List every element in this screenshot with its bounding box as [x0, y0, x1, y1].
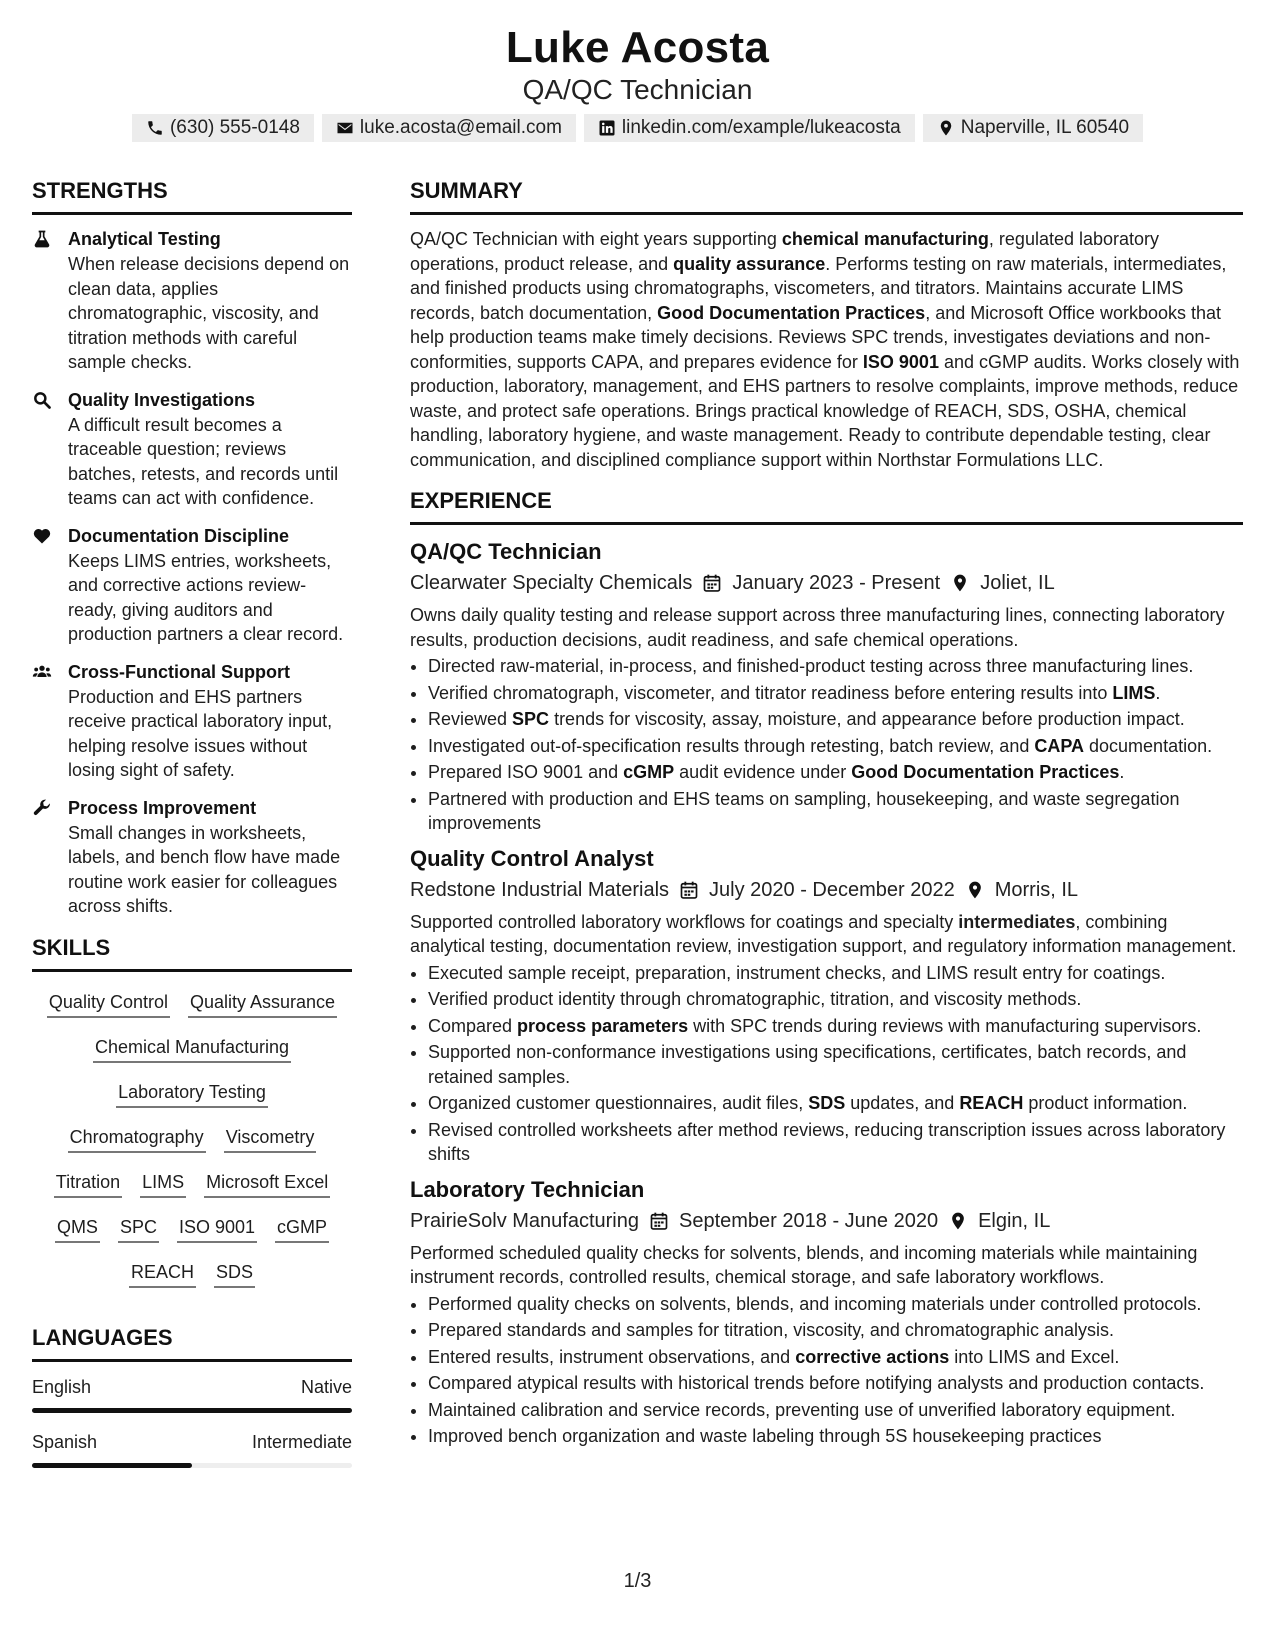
strength-title: Analytical Testing	[68, 229, 221, 249]
strength-desc: Keeps LIMS entries, worksheets, and corrective actions review-ready, giving auditors and production partners a clear record.	[68, 550, 344, 644]
job-bullet	[428, 1318, 1243, 1343]
job-bullet	[428, 654, 1243, 679]
strength-title: Documentation Discipline	[68, 525, 290, 546]
strength-desc: A difficult result becomes a traceable question; reviews batches, retests, and records until teams can act with confidence.	[68, 414, 339, 508]
phone-icon	[146, 119, 164, 137]
text-run: documentation.	[1084, 735, 1213, 756]
skill-tag: Quality Assurance	[188, 990, 337, 1018]
text-run: with SPC trends during reviews with manufacturing supervisors.	[688, 1015, 1202, 1036]
job-bullet	[428, 760, 1243, 785]
job-dates: September 2018 - June 2020	[679, 1209, 939, 1232]
languages-list	[32, 1374, 352, 1468]
language-level-fill	[32, 1463, 192, 1468]
skill-tag: Chemical Manufacturing	[93, 1035, 291, 1063]
text-run: trends for viscosity, assay, moisture, and appearance before production impact.	[549, 709, 1185, 729]
job-bullet	[428, 961, 1243, 986]
text-run: Partnered with production and EHS teams on sampling, housekeeping, and waste segregation improvements	[428, 788, 1180, 833]
contact-text: Naperville, IL 60540	[960, 117, 1130, 138]
users-icon	[32, 660, 56, 783]
bold-phrase: Good Documentation Practices	[657, 302, 926, 323]
contact-text: (630) 555-0148	[169, 117, 300, 138]
skills-row	[32, 1209, 352, 1254]
job-title: Quality Control Analyst	[410, 845, 654, 871]
skill-tag: Titration	[54, 1170, 122, 1198]
job-bullet	[428, 787, 1243, 836]
summary-heading: SUMMARY	[410, 176, 1243, 215]
text-run: Prepared standards and samples for titration, viscosity, and chromatographic analysis.	[428, 1320, 1115, 1340]
skills-row	[32, 1254, 352, 1299]
bold-phrase: LIMS	[1112, 682, 1156, 703]
text-run: and cGMP audits. Works closely with production, laboratory, management, and EHS partners to resolve complaints, improve methods, reduce waste, and protect safe operations. Brings practical knowledge of REACH, SDS, OSHA, chemical handling, laboratory hygiene, and waste management. Ready to contribute dependable testing, clear communication, and disciplined compliance support within Northstar Formulations LLC.	[410, 351, 1240, 470]
experience-list	[410, 537, 1243, 1449]
job-description	[410, 910, 1243, 959]
bold-phrase: SPC	[512, 709, 550, 729]
skill-tag: LIMS	[140, 1170, 186, 1198]
candidate-title: QA/QC Technician	[522, 74, 753, 105]
job-bullet	[428, 734, 1243, 759]
language-level-fill	[32, 1408, 352, 1413]
job-meta	[410, 567, 1243, 599]
strength-title: Process Improvement	[68, 797, 257, 818]
skills-row	[32, 1074, 352, 1119]
skill-tag: cGMP	[275, 1215, 329, 1243]
calendar-icon	[679, 880, 699, 900]
job-bullet	[428, 1398, 1243, 1423]
text-run: Investigated out-of-specification results through retesting, batch review, and	[428, 735, 1035, 756]
contact-text: luke.acosta@email.com	[359, 117, 562, 138]
heart-icon	[32, 524, 56, 647]
text-run: Organized customer questionnaires, audit files,	[428, 1093, 809, 1113]
text-run: Improved bench organization and waste labeling through 5S housekeeping practices	[428, 1426, 1102, 1446]
strength-item	[32, 388, 352, 511]
envelope-icon	[336, 119, 354, 137]
text-run: Revised controlled worksheets after method reviews, reducing transcription issues across laboratory shifts	[428, 1119, 1226, 1164]
left-column	[32, 176, 352, 1484]
text-run: Verified chromatograph, viscometer, and titrator readiness before entering results into	[428, 682, 1113, 703]
text-run: .	[1119, 762, 1125, 782]
job-entry	[410, 844, 1243, 1167]
skills-row	[32, 1119, 352, 1164]
job-bullet	[428, 1371, 1243, 1396]
job-bullet	[428, 1040, 1243, 1089]
strength-item	[32, 227, 352, 375]
contact-text: linkedin.com/example/lukeacosta	[621, 117, 901, 138]
text-run: , regulated laboratory operations, product release, and	[410, 229, 1160, 274]
bold-phrase: SDS	[808, 1093, 846, 1113]
bold-phrase: ISO 9001	[862, 351, 939, 372]
job-bullet	[428, 1014, 1243, 1039]
skills-list	[32, 984, 352, 1299]
language-item	[32, 1374, 352, 1413]
bold-phrase: REACH	[959, 1093, 1024, 1113]
skills-heading: SKILLS	[32, 933, 352, 972]
job-title: QA/QC Technician	[410, 539, 602, 564]
language-level-bar	[32, 1463, 352, 1468]
strengths-heading: STRENGTHS	[32, 176, 352, 215]
bold-phrase: CAPA	[1034, 735, 1085, 756]
page-number: 1/3	[623, 1570, 652, 1592]
job-dates: July 2020 - December 2022	[709, 878, 955, 901]
text-run: into LIMS and Excel.	[949, 1346, 1120, 1367]
text-run: Verified product identity through chromatographic, titration, and viscosity methods.	[428, 989, 1082, 1009]
text-run: . Performs testing on raw materials, intermediates, and finished products using chromatographs, viscometers, and titrators. Maintains accurate LIMS records, batch documentation,	[410, 253, 1227, 323]
text-run: Supported non-conformance investigations using specifications, certificates, batch records, and retained samples.	[428, 1042, 1187, 1087]
job-title: Laboratory Technician	[410, 1176, 645, 1202]
job-location: Elgin, IL	[978, 1209, 1051, 1232]
job-bullet	[428, 707, 1243, 732]
contact-chip[interactable]	[584, 114, 915, 142]
map-pin-icon	[948, 1211, 968, 1231]
company-name: Clearwater Specialty Chemicals	[410, 572, 693, 594]
text-run: Maintained calibration and service records, preventing use of unverified laboratory equipment.	[428, 1399, 1176, 1420]
job-bullet	[428, 987, 1243, 1012]
linkedin-icon	[598, 119, 616, 137]
text-run: .	[1155, 682, 1161, 703]
skill-tag: Laboratory Testing	[116, 1080, 268, 1108]
strength-title: Cross-Functional Support	[68, 661, 290, 682]
job-bullet	[428, 1292, 1243, 1317]
text-run: updates, and	[845, 1093, 960, 1113]
skill-tag: SPC	[118, 1215, 159, 1243]
calendar-icon	[649, 1211, 669, 1231]
job-bullet	[428, 1424, 1243, 1449]
language-name: English	[32, 1376, 92, 1397]
skill-tag: Quality Control	[47, 990, 170, 1018]
job-description: Performed scheduled quality checks for solvents, blends, and incoming materials while maintaining instrument records, controlled results, chemical storage, and safe laboratory workflows.	[410, 1242, 1198, 1287]
bold-phrase: intermediates	[958, 911, 1076, 932]
skill-tag: ISO 9001	[177, 1215, 257, 1243]
contact-chip[interactable]	[322, 114, 576, 142]
text-run: , combining analytical testing, documentation review, investigation support, and regulatory information management.	[410, 911, 1237, 956]
text-run: Performed quality checks on solvents, blends, and incoming materials under controlled protocols.	[428, 1293, 1202, 1314]
map-pin-icon	[965, 880, 985, 900]
language-level: Native	[300, 1376, 352, 1397]
text-run: Supported controlled laboratory workflows for coatings and specialty	[410, 911, 959, 932]
job-meta	[410, 1205, 1243, 1237]
skill-tag: Microsoft Excel	[204, 1170, 330, 1198]
summary-text	[410, 227, 1243, 472]
skill-tag: Viscometry	[224, 1125, 317, 1153]
flask-icon	[32, 227, 56, 375]
strength-desc: Production and EHS partners receive practical laboratory input, helping resolve issues without losing sight of safety.	[68, 686, 333, 780]
text-run: audit evidence under	[674, 762, 852, 782]
map-pin-icon	[950, 573, 970, 593]
right-column	[410, 176, 1243, 1457]
text-run: Directed raw-material, in-process, and finished-product testing across three manufacturing lines.	[428, 656, 1194, 676]
bold-phrase: cGMP	[623, 762, 675, 782]
calendar-icon	[702, 573, 722, 593]
text-run: Prepared ISO 9001 and	[428, 762, 624, 782]
language-level-bar	[32, 1408, 352, 1413]
job-location: Joliet, IL	[980, 572, 1055, 594]
strength-title: Quality Investigations	[68, 389, 256, 410]
strength-desc: When release decisions depend on clean data, applies chromatographic, viscosity, and titration methods with careful sample checks.	[68, 254, 350, 372]
bold-phrase: process parameters	[517, 1015, 689, 1036]
job-bullet	[428, 1118, 1243, 1167]
skill-tag: Chromatography	[68, 1125, 206, 1153]
text-run: QA/QC Technician with eight years supporting	[410, 229, 782, 249]
text-run: Executed sample receipt, preparation, instrument checks, and LIMS result entry for coatings.	[428, 962, 1166, 983]
language-level: Intermediate	[251, 1431, 352, 1452]
skill-tag: REACH	[129, 1260, 196, 1288]
text-run: , and Microsoft Office workbooks that help production teams make timely decisions. Reviews SPC trends, investigates deviations and non-conformities, supports CAPA, and prepares evidence for	[410, 302, 1221, 372]
job-bullets	[410, 654, 1243, 836]
bold-phrase: chemical manufacturing	[781, 229, 989, 249]
map-pin-icon	[937, 119, 955, 137]
job-bullet	[428, 681, 1243, 706]
strength-item	[32, 660, 352, 783]
job-bullet	[428, 1091, 1243, 1116]
company-name: Redstone Industrial Materials	[410, 878, 670, 901]
text-run: Reviewed	[428, 709, 513, 729]
contact-chip[interactable]	[923, 114, 1143, 142]
job-entry	[410, 537, 1243, 836]
contact-chip[interactable]	[132, 114, 314, 142]
strength-item	[32, 524, 352, 647]
language-item	[32, 1429, 352, 1468]
skills-row	[32, 984, 352, 1029]
strength-desc: Small changes in worksheets, labels, and bench flow have made routine work easier for colleagues across shifts.	[68, 822, 341, 916]
text-run: Entered results, instrument observations, and	[428, 1346, 796, 1367]
skill-tag: QMS	[55, 1215, 100, 1243]
bold-phrase: quality assurance	[673, 253, 826, 274]
strengths-list	[32, 227, 352, 919]
skills-row	[32, 1029, 352, 1074]
job-entry	[410, 1175, 1243, 1449]
languages-heading: LANGUAGES	[32, 1323, 352, 1362]
experience-heading: EXPERIENCE	[410, 486, 1243, 525]
job-meta	[410, 874, 1243, 906]
candidate-name: Luke Acosta	[505, 23, 770, 72]
skill-tag: SDS	[214, 1260, 255, 1288]
job-bullets	[410, 1292, 1243, 1449]
text-run: Compared atypical results with historical trends before notifying analysts and production contacts.	[428, 1373, 1205, 1393]
language-name: Spanish	[32, 1431, 98, 1452]
job-location: Morris, IL	[994, 878, 1079, 901]
job-description: Owns daily quality testing and release support across three manufacturing lines, connecting laboratory results, production decisions, audit readiness, and safe chemical operations.	[410, 605, 1225, 650]
text-run: Compared	[428, 1015, 518, 1036]
skills-row	[32, 1164, 352, 1209]
strength-item	[32, 796, 352, 919]
bold-phrase: corrective actions	[795, 1346, 950, 1367]
search-icon	[32, 388, 56, 511]
bold-phrase: Good Documentation Practices	[851, 762, 1120, 782]
job-bullets	[410, 961, 1243, 1167]
job-bullet	[428, 1345, 1243, 1370]
contact-row	[0, 114, 1275, 142]
wrench-icon	[32, 796, 56, 919]
company-name: PrairieSolv Manufacturing	[410, 1209, 639, 1232]
job-dates: January 2023 - Present	[732, 572, 941, 594]
text-run: product information.	[1023, 1093, 1188, 1113]
